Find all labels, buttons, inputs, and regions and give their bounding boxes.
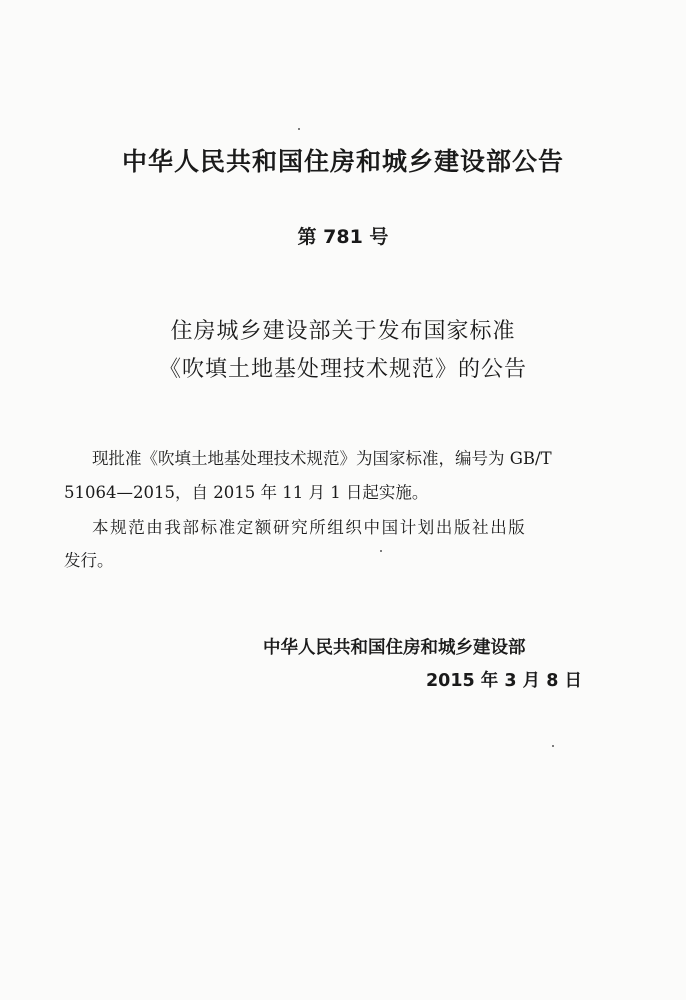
scan-speck xyxy=(380,550,382,552)
signature-organization: 中华人民共和国住房和城乡建设部 xyxy=(263,638,526,658)
paragraph-2-line-2: 发行。 xyxy=(64,551,114,570)
announcement-heading: 中华人民共和国住房和城乡建设部公告 xyxy=(121,147,564,176)
paragraph-1-line-1: 现批准《吹填土地基处理技术规范》为国家标准，编号为 GB/T xyxy=(92,449,552,468)
announcement-number: 第 781 号 xyxy=(297,226,389,248)
scan-speck xyxy=(552,745,554,747)
announcement-subtitle-line-2: 《吹填土地基处理技术规范》的公告 xyxy=(158,357,527,382)
announcement-subtitle-line-1: 住房城乡建设部关于发布国家标准 xyxy=(170,319,516,344)
paragraph-2-line-1: 本规范由我部标准定额研究所组织中国计划出版社出版 xyxy=(92,518,527,537)
paragraph-1-line-2: 51064—2015，自 2015 年 11 月 1 日起实施。 xyxy=(64,483,429,502)
scan-speck xyxy=(298,128,300,130)
signature-date: 2015 年 3 月 8 日 xyxy=(426,671,583,691)
